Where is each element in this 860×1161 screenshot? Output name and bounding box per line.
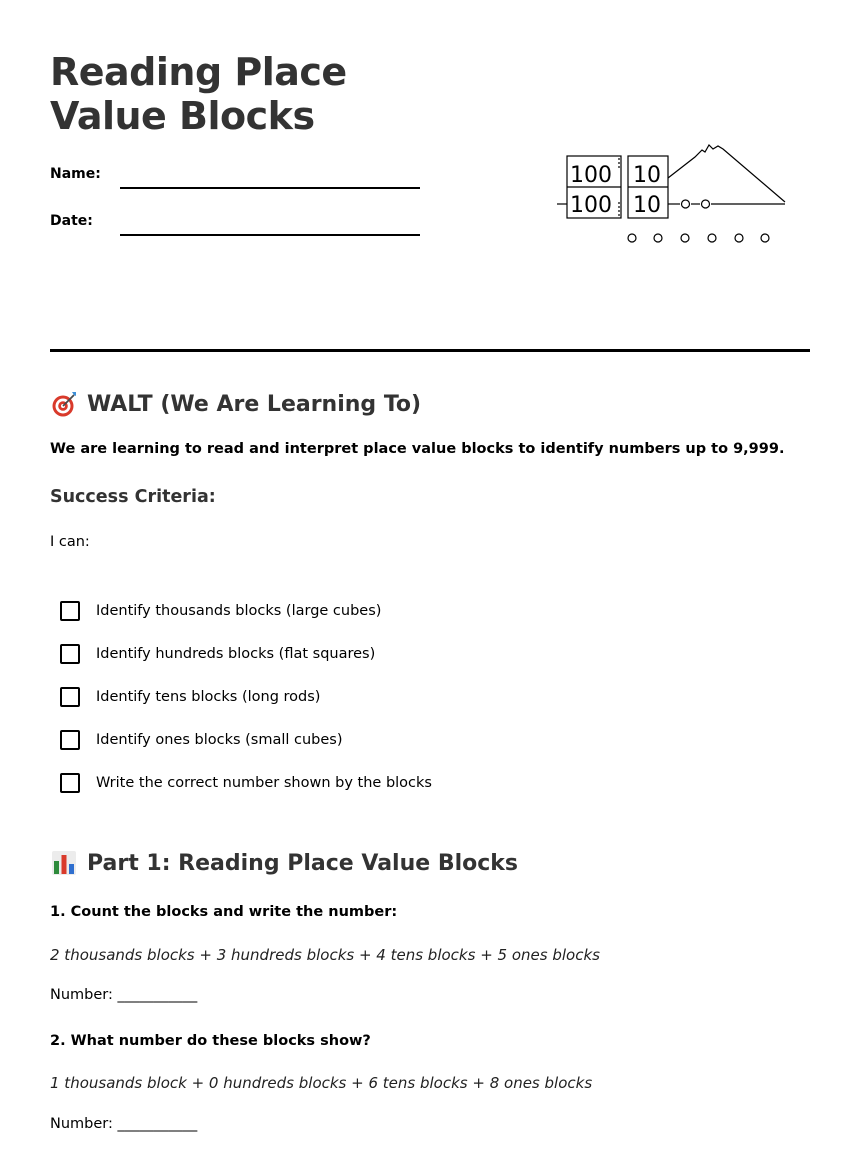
- question-1-description: 2 thousands blocks + 3 hundreds blocks + 4 tens blocks + 5 ones blocks: [50, 946, 600, 964]
- name-field[interactable]: [120, 187, 420, 189]
- criteria-label: Identify thousands blocks (large cubes): [96, 603, 382, 619]
- criteria-item: [60, 642, 375, 666]
- criteria-checkbox[interactable]: [60, 644, 80, 664]
- part1-heading: [50, 849, 518, 877]
- criteria-checkbox[interactable]: [60, 687, 80, 707]
- date-label: Date:: [50, 213, 93, 229]
- question-1-answer-field[interactable]: Number: ___________: [50, 987, 198, 1003]
- question-2-answer-field[interactable]: Number: ___________: [50, 1116, 198, 1132]
- question-2-description: 1 thousands block + 0 hundreds blocks + 6 tens blocks + 8 ones blocks: [50, 1074, 593, 1092]
- criteria-label: Write the correct number shown by the blocks: [96, 775, 432, 791]
- criteria-label: Identify ones blocks (small cubes): [96, 732, 343, 748]
- criteria-label: Identify tens blocks (long rods): [96, 689, 321, 705]
- success-criteria-heading: Success Criteria:: [50, 487, 216, 507]
- criteria-item: [60, 728, 343, 752]
- name-label: Name:: [50, 166, 101, 182]
- question-1-title: 1. Count the blocks and write the number:: [50, 904, 398, 920]
- criteria-item: [60, 685, 320, 709]
- criteria-item: [60, 599, 381, 623]
- criteria-checkbox[interactable]: [60, 773, 80, 793]
- criteria-checkbox[interactable]: [60, 601, 80, 621]
- hundreds-label-top: 100: [570, 163, 612, 188]
- criteria-item: [60, 771, 432, 795]
- page-title: Reading Place Value Blocks: [50, 50, 347, 138]
- bar-chart-icon: [50, 849, 78, 877]
- part1-heading-text: Part 1: Reading Place Value Blocks: [87, 850, 519, 876]
- walt-statement: We are learning to read and interpret place value blocks to identify numbers up to 9,999.: [50, 441, 785, 457]
- hundreds-label-bottom: 100: [570, 193, 612, 218]
- criteria-checkbox[interactable]: [60, 730, 80, 750]
- tens-label-top: 10: [633, 163, 661, 188]
- walt-heading-text: WALT (We Are Learning To): [87, 391, 422, 417]
- i-can-intro: I can:: [50, 534, 90, 550]
- walt-heading: [50, 390, 421, 418]
- question-2-title: 2. What number do these blocks show?: [50, 1033, 371, 1049]
- tens-label-bottom: 10: [633, 193, 661, 218]
- date-field[interactable]: [120, 234, 420, 236]
- section-divider: [50, 349, 810, 352]
- place-value-blocks-illustration: [555, 140, 795, 252]
- criteria-label: Identify hundreds blocks (flat squares): [96, 646, 376, 662]
- target-icon: [50, 390, 78, 418]
